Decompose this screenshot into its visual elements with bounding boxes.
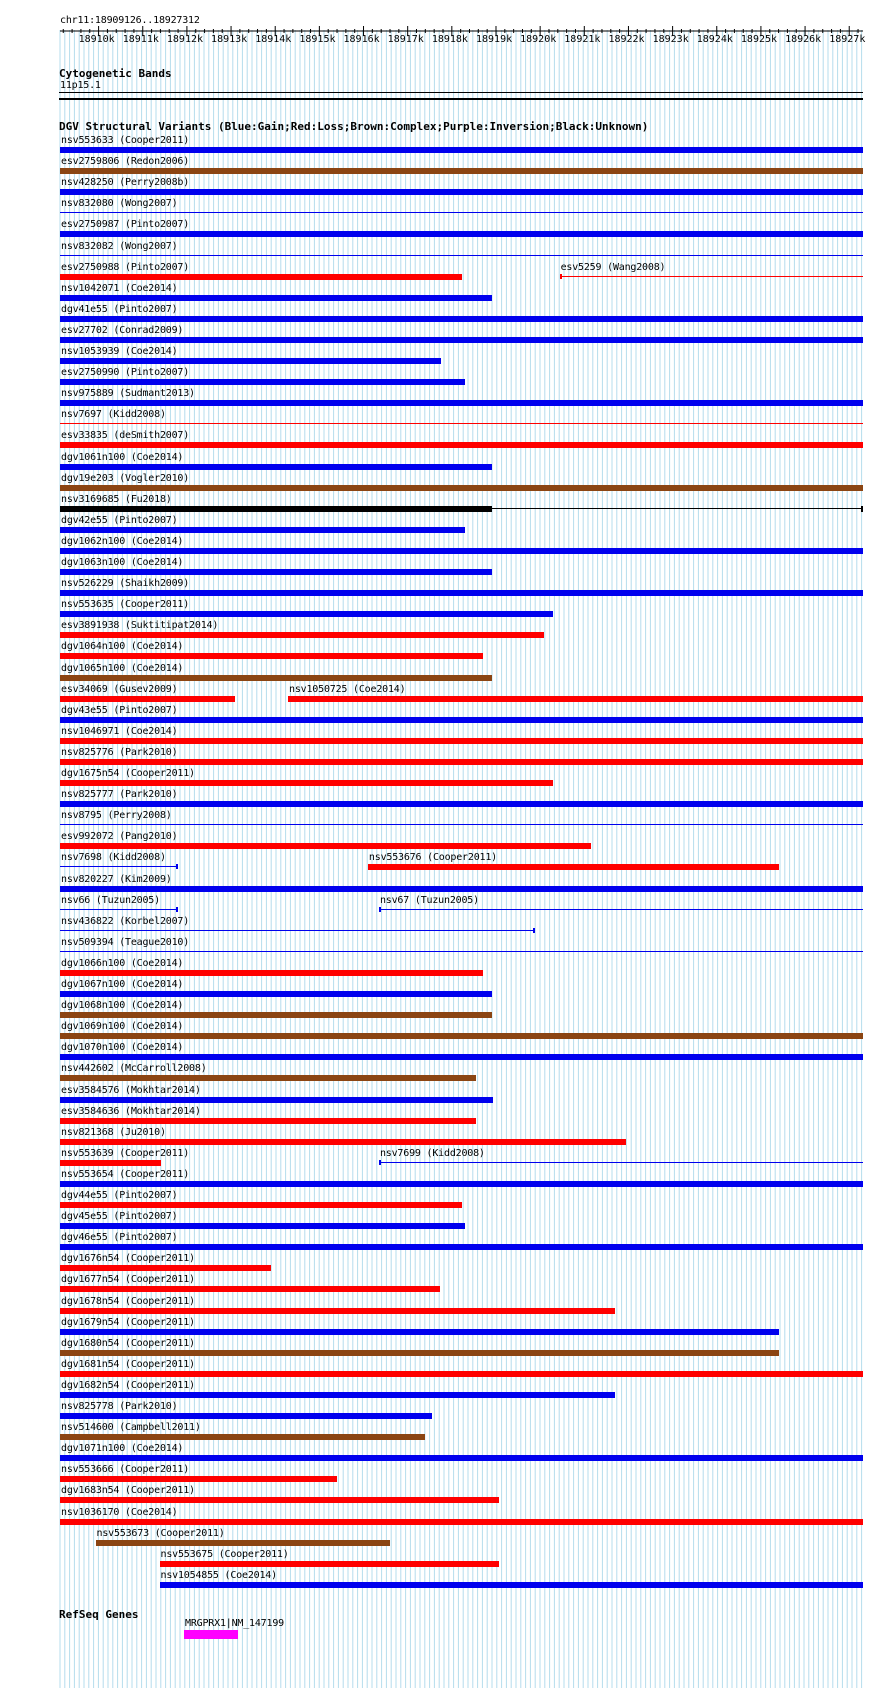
variant-bar[interactable] bbox=[60, 590, 863, 596]
variant-label[interactable]: nsv7697 (Kidd2008) bbox=[61, 409, 166, 421]
variant-bar[interactable] bbox=[60, 824, 863, 825]
variant-bar[interactable] bbox=[60, 1118, 476, 1124]
variant-label[interactable]: esv34069 (Gusev2009) bbox=[61, 683, 178, 695]
variant-bar[interactable] bbox=[560, 276, 863, 277]
ruler-tick-label: 18927k bbox=[829, 34, 866, 45]
variant-label[interactable]: nsv553654 (Cooper2011) bbox=[61, 1168, 190, 1180]
variant-label[interactable]: nsv428250 (Perry2008b) bbox=[61, 177, 190, 189]
variant-bar[interactable] bbox=[60, 379, 465, 385]
variant-label[interactable]: dgv1676n54 (Cooper2011) bbox=[61, 1253, 195, 1265]
variant-bar[interactable] bbox=[60, 1329, 779, 1335]
variant-label[interactable]: nsv553676 (Cooper2011) bbox=[368, 852, 497, 864]
variant-label[interactable]: nsv436822 (Korbel2007) bbox=[61, 915, 190, 927]
variant-bar[interactable] bbox=[60, 909, 178, 910]
variant-label[interactable]: dgv1678n54 (Cooper2011) bbox=[61, 1295, 195, 1307]
variant-label[interactable]: esv3584576 (Mokhtar2014) bbox=[61, 1084, 201, 1096]
ruler-tick-label: 18921k bbox=[564, 34, 601, 45]
variant-label[interactable]: dgv1070n100 (Coe2014) bbox=[61, 1042, 184, 1054]
ruler-tick-label: 18926k bbox=[785, 34, 822, 45]
variant-bar[interactable] bbox=[60, 991, 492, 997]
ruler-tick-label: 18924k bbox=[696, 34, 733, 45]
variant-label[interactable]: nsv1036170 (Coe2014) bbox=[61, 1506, 178, 1518]
variant-bar[interactable] bbox=[96, 1540, 391, 1546]
variant-bar[interactable] bbox=[60, 1476, 337, 1482]
variant-label[interactable]: dgv1069n100 (Coe2014) bbox=[61, 1021, 184, 1033]
variant-label[interactable]: nsv7698 (Kidd2008) bbox=[61, 852, 166, 864]
variant-bar[interactable] bbox=[60, 506, 492, 512]
variant-bar[interactable] bbox=[60, 168, 863, 174]
ruler-tick-label: 18917k bbox=[387, 34, 424, 45]
variant-bar[interactable] bbox=[60, 1223, 465, 1229]
variant-bar[interactable] bbox=[60, 548, 863, 554]
variant-bar[interactable] bbox=[60, 951, 863, 952]
variant-bar[interactable] bbox=[60, 212, 863, 213]
variant-label[interactable]: dgv1068n100 (Coe2014) bbox=[61, 1000, 184, 1012]
variant-bar[interactable] bbox=[60, 1097, 493, 1103]
variant-label[interactable]: esv2759806 (Redon2006) bbox=[61, 156, 190, 168]
variant-label[interactable]: nsv442602 (McCarroll2008) bbox=[61, 1063, 207, 1075]
variant-bar[interactable] bbox=[60, 801, 863, 807]
variant-bar[interactable] bbox=[60, 843, 591, 849]
variant-label[interactable]: esv3584636 (Mokhtar2014) bbox=[61, 1105, 201, 1117]
variant-bar[interactable] bbox=[60, 485, 863, 491]
variant-bar-cap[interactable] bbox=[176, 864, 178, 869]
ruler-tick-label: 18916k bbox=[343, 34, 380, 45]
variant-bar[interactable] bbox=[60, 970, 483, 976]
variant-bar[interactable] bbox=[60, 866, 178, 867]
variant-label[interactable]: nsv8795 (Perry2008) bbox=[61, 810, 172, 822]
region-label: chr11:18909126..18927312 bbox=[60, 15, 200, 26]
variant-label[interactable]: nsv825776 (Park2010) bbox=[61, 746, 178, 758]
variant-label[interactable]: nsv553635 (Cooper2011) bbox=[61, 599, 190, 611]
variant-bar[interactable] bbox=[60, 1244, 863, 1250]
variant-label[interactable]: esv2750988 (Pinto2007) bbox=[61, 261, 190, 273]
variant-label[interactable]: dgv1675n54 (Cooper2011) bbox=[61, 768, 195, 779]
variant-label[interactable]: dgv42e55 (Pinto2007) bbox=[61, 514, 178, 526]
ruler-tick-label: 18923k bbox=[652, 34, 689, 45]
ruler-tick-label: 18919k bbox=[475, 34, 513, 45]
variant-bar[interactable] bbox=[60, 1350, 779, 1356]
variant-bar[interactable] bbox=[60, 1054, 863, 1060]
cytoband-track-title: Cytogenetic Bands bbox=[59, 67, 172, 80]
variant-label[interactable]: nsv7699 (Kidd2008) bbox=[379, 1147, 485, 1159]
variant-label[interactable]: dgv1679n54 (Cooper2011) bbox=[61, 1316, 195, 1328]
variant-bar[interactable] bbox=[60, 611, 553, 617]
variant-bar[interactable] bbox=[60, 1033, 863, 1039]
variant-bar[interactable] bbox=[60, 274, 462, 280]
variant-label[interactable]: dgv1064n100 (Coe2014) bbox=[61, 641, 184, 653]
variant-label[interactable]: dgv1065n100 (Coe2014) bbox=[61, 662, 184, 674]
variant-label[interactable]: dgv1680n54 (Cooper2011) bbox=[61, 1337, 195, 1349]
variant-bar[interactable] bbox=[60, 653, 483, 659]
variant-label[interactable]: nsv526229 (Shaikh2009) bbox=[61, 578, 190, 590]
variant-bar[interactable] bbox=[60, 759, 863, 765]
variant-bar[interactable] bbox=[60, 1519, 863, 1525]
variant-bar[interactable] bbox=[60, 231, 863, 237]
variant-label[interactable]: dgv19e203 (Vogler2010) bbox=[61, 472, 190, 484]
ruler-tick-label: 18911k bbox=[122, 34, 159, 45]
ruler-tick-label: 18925k bbox=[740, 34, 778, 45]
variant-bar[interactable] bbox=[60, 255, 863, 256]
variant-bar-cap[interactable] bbox=[861, 506, 863, 512]
variant-bar[interactable] bbox=[60, 1413, 432, 1419]
variant-label[interactable]: nsv553673 (Cooper2011) bbox=[96, 1527, 225, 1539]
variant-bar-thin[interactable] bbox=[492, 508, 863, 509]
variant-bar[interactable] bbox=[60, 675, 492, 681]
ruler-tick-label: 18913k bbox=[211, 34, 248, 45]
ruler-tick-label: 18914k bbox=[255, 34, 292, 45]
variant-bar[interactable] bbox=[60, 358, 441, 364]
variant-label[interactable]: dgv1071n100 (Coe2014) bbox=[61, 1443, 184, 1455]
variant-bar[interactable] bbox=[60, 1286, 440, 1292]
variant-label[interactable]: dgv44e55 (Pinto2007) bbox=[61, 1190, 178, 1201]
variant-bar[interactable] bbox=[60, 1181, 863, 1187]
variant-bar[interactable] bbox=[60, 738, 863, 744]
variant-label[interactable]: nsv1054855 (Coe2014) bbox=[160, 1569, 277, 1581]
variant-label[interactable]: esv992072 (Pang2010) bbox=[61, 831, 178, 843]
variant-bar[interactable] bbox=[160, 1582, 863, 1588]
variant-bar[interactable] bbox=[160, 1561, 499, 1567]
variant-bar[interactable] bbox=[60, 337, 863, 343]
cytoband-line bbox=[59, 92, 863, 93]
variant-label[interactable]: nsv66 (Tuzun2005) bbox=[61, 894, 160, 906]
ruler-tick-label: 18922k bbox=[608, 34, 645, 45]
variant-bar[interactable] bbox=[60, 1455, 863, 1461]
variant-label[interactable]: nsv67 (Tuzun2005) bbox=[379, 894, 479, 906]
variant-label[interactable]: nsv553675 (Cooper2011) bbox=[160, 1548, 289, 1560]
variant-bar[interactable] bbox=[60, 423, 863, 424]
variant-label[interactable]: nsv553639 (Cooper2011) bbox=[61, 1147, 190, 1159]
variant-label[interactable]: dgv43e55 (Pinto2007) bbox=[61, 704, 178, 716]
variant-label[interactable]: dgv1062n100 (Coe2014) bbox=[61, 535, 184, 547]
variant-bar[interactable] bbox=[60, 1075, 476, 1081]
refseq-track-title: RefSeq Genes bbox=[59, 1608, 139, 1621]
variant-bar[interactable] bbox=[60, 400, 863, 406]
cytoband-label: 11p15.1 bbox=[60, 80, 101, 91]
variant-label[interactable]: dgv1677n54 (Cooper2011) bbox=[61, 1274, 195, 1286]
variant-label[interactable]: nsv509394 (Teague2010) bbox=[61, 936, 190, 948]
variant-label[interactable]: nsv553666 (Cooper2011) bbox=[61, 1464, 190, 1476]
ruler-tick-label: 18912k bbox=[166, 34, 204, 45]
variant-bar[interactable] bbox=[60, 147, 863, 153]
variant-label[interactable]: nsv832080 (Wong2007) bbox=[61, 198, 178, 210]
variant-bar[interactable] bbox=[60, 295, 492, 301]
variant-bar[interactable] bbox=[60, 1497, 499, 1503]
variant-bar-cap[interactable] bbox=[560, 274, 562, 279]
variant-label[interactable]: nsv1042071 (Coe2014) bbox=[61, 282, 178, 294]
variant-label[interactable]: esv2750990 (Pinto2007) bbox=[61, 367, 190, 379]
gene-bar[interactable] bbox=[184, 1630, 238, 1639]
variant-bar[interactable] bbox=[60, 886, 863, 892]
variant-bar[interactable] bbox=[60, 442, 863, 448]
variant-label[interactable]: nsv821368 (Ju2010) bbox=[61, 1126, 166, 1138]
ruler-tick-label: 18915k bbox=[299, 34, 336, 45]
variant-label[interactable]: dgv1681n54 (Cooper2011) bbox=[61, 1358, 195, 1370]
variant-bar[interactable] bbox=[288, 696, 863, 702]
track-divider bbox=[59, 98, 863, 100]
variant-label[interactable]: dgv1067n100 (Coe2014) bbox=[61, 979, 184, 990]
variant-bar[interactable] bbox=[60, 632, 544, 638]
variant-label[interactable]: dgv1682n54 (Cooper2011) bbox=[61, 1379, 195, 1391]
variant-label[interactable]: dgv1683n54 (Cooper2011) bbox=[61, 1485, 195, 1497]
variant-bar[interactable] bbox=[60, 1160, 161, 1166]
variant-bar[interactable] bbox=[379, 909, 863, 910]
variant-bar[interactable] bbox=[60, 316, 863, 322]
variant-bar[interactable] bbox=[60, 1202, 462, 1208]
variant-label[interactable]: dgv1063n100 (Coe2014) bbox=[61, 557, 184, 568]
ruler-tick-label: 18910k bbox=[78, 34, 115, 45]
variant-label[interactable]: nsv553633 (Cooper2011) bbox=[61, 135, 190, 146]
variant-bar[interactable] bbox=[60, 1308, 615, 1314]
variant-bar[interactable] bbox=[60, 780, 553, 786]
variant-label[interactable]: esv5259 (Wang2008) bbox=[560, 261, 666, 273]
variant-bar[interactable] bbox=[60, 1139, 626, 1145]
dgv-track-title: DGV Structural Variants (Blue:Gain;Red:Loss;Brown:Complex;Purple:Inversion;Black:Unknown) bbox=[59, 120, 649, 133]
variant-label[interactable]: esv2750987 (Pinto2007) bbox=[61, 219, 190, 231]
variant-label[interactable]: nsv1053939 (Coe2014) bbox=[61, 346, 178, 357]
variant-label[interactable]: nsv825777 (Park2010) bbox=[61, 789, 178, 801]
variant-label[interactable]: dgv1066n100 (Coe2014) bbox=[61, 957, 184, 969]
variant-label[interactable]: nsv820227 (Kim2009) bbox=[61, 873, 172, 885]
variant-label[interactable]: esv27702 (Conrad2009) bbox=[61, 324, 184, 336]
variant-label[interactable]: nsv514600 (Campbell2011) bbox=[61, 1422, 201, 1434]
ruler-tick-label: 18920k bbox=[520, 34, 557, 45]
variant-bar-cap[interactable] bbox=[379, 1160, 381, 1165]
variant-bar[interactable] bbox=[60, 464, 492, 470]
variant-label[interactable]: dgv41e55 (Pinto2007) bbox=[61, 303, 178, 315]
variant-label[interactable]: nsv825778 (Park2010) bbox=[61, 1401, 178, 1412]
variant-bar[interactable] bbox=[60, 1434, 425, 1440]
variant-bar-cap[interactable] bbox=[176, 907, 178, 912]
variant-bar[interactable] bbox=[60, 930, 535, 931]
variant-label[interactable]: nsv1050725 (Coe2014) bbox=[289, 683, 406, 695]
variant-bar[interactable] bbox=[379, 1162, 863, 1163]
variant-label[interactable]: esv3891938 (Suktitipat2014) bbox=[61, 620, 219, 632]
variant-bar-cap[interactable] bbox=[379, 907, 381, 912]
variant-label[interactable]: nsv3169685 (Fu2018) bbox=[61, 493, 172, 505]
variant-bar[interactable] bbox=[60, 1012, 492, 1018]
variant-label[interactable]: nsv975889 (Sudmant2013) bbox=[61, 388, 195, 400]
variant-bar[interactable] bbox=[368, 864, 779, 870]
variant-bar[interactable] bbox=[60, 696, 235, 702]
variant-bar[interactable] bbox=[60, 1265, 271, 1271]
variant-label[interactable]: dgv1061n100 (Coe2014) bbox=[61, 451, 184, 463]
ruler-tick-label: 18918k bbox=[431, 34, 468, 45]
variant-bar-cap[interactable] bbox=[533, 928, 535, 933]
gene-label[interactable]: MRGPRX1|NM_147199 bbox=[185, 1618, 284, 1629]
variant-bar[interactable] bbox=[60, 1392, 615, 1398]
variant-bar[interactable] bbox=[60, 527, 465, 533]
variant-label[interactable]: dgv46e55 (Pinto2007) bbox=[61, 1232, 178, 1244]
variant-label[interactable]: esv33835 (deSmith2007) bbox=[61, 430, 190, 442]
variant-bar[interactable] bbox=[60, 189, 863, 195]
variant-bar[interactable] bbox=[60, 717, 863, 723]
variant-label[interactable]: nsv1046971 (Coe2014) bbox=[61, 725, 178, 737]
variant-bar[interactable] bbox=[60, 1371, 863, 1377]
variant-bar[interactable] bbox=[60, 569, 492, 575]
variant-label[interactable]: dgv45e55 (Pinto2007) bbox=[61, 1211, 178, 1223]
variant-label[interactable]: nsv832082 (Wong2007) bbox=[61, 240, 178, 252]
